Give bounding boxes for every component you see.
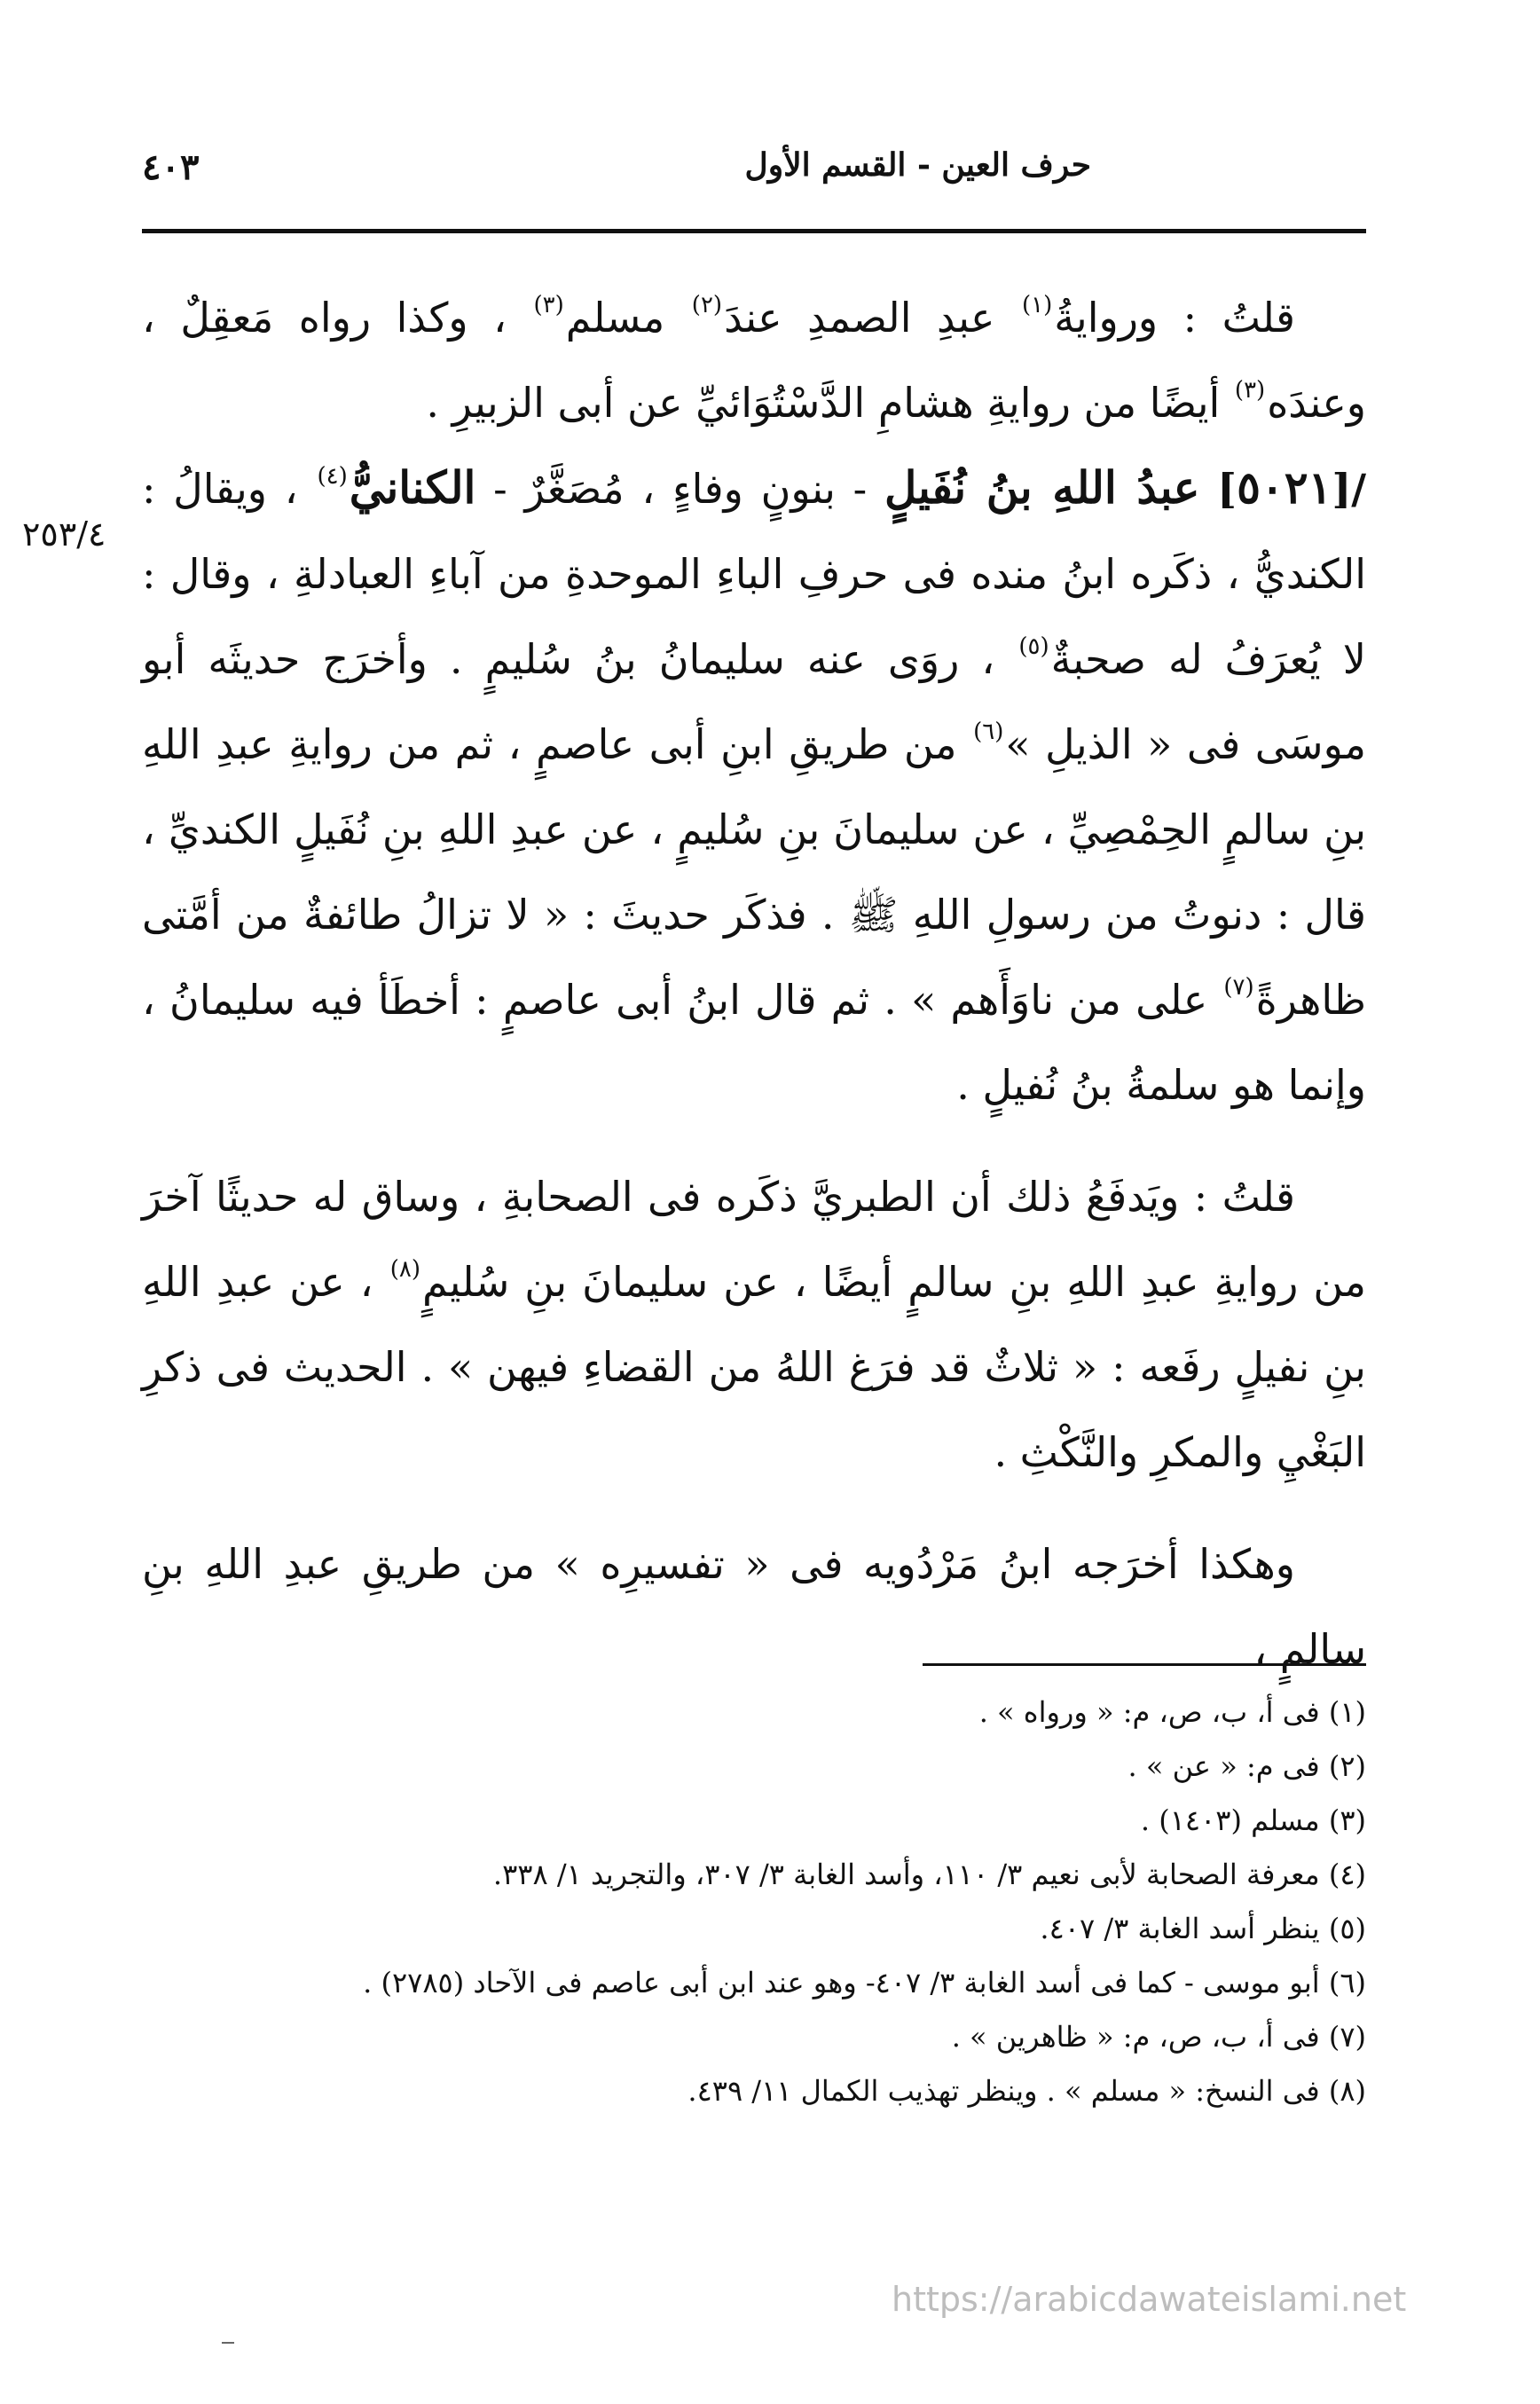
footnote-3: (٣) مسلم (١٤٠٣) .: [1140, 1803, 1366, 1837]
paragraph-spacer: [142, 1495, 1366, 1521]
footnote-marker: (٢): [691, 292, 723, 318]
paragraph-3: [142, 1154, 1366, 1495]
footnote-marker: (١): [1021, 292, 1053, 318]
footnote-marker: (٣): [533, 292, 564, 318]
footnote-5: (٥) ينظر أسد الغابة ٣/ ٤٠٧.: [1040, 1912, 1366, 1945]
paragraph-spacer: [142, 1127, 1366, 1154]
footnote-rule: [923, 1663, 1366, 1666]
paragraph-entry-5021: [142, 445, 1366, 1127]
footnote-marker: (٨): [389, 1256, 420, 1283]
paragraph-1-text: عبدِ الصمدِ عندَ: [724, 294, 995, 342]
entry-text: ، روَى عنه سليمانُ بنُ سُليمٍ . وأخرَج حديثَه أبو موسَى فى « الذيلِ »: [142, 635, 1367, 768]
footnote-7: (٧) فى أ، ب، ص، م: « ظاهرين » .: [951, 2020, 1366, 2054]
footnote-marker: (٦): [973, 719, 1004, 745]
entry-open-mark: /[: [1332, 465, 1367, 513]
footnote-marker: (٧): [1223, 974, 1254, 1001]
footnote-2: (٢) فى م: « عن » .: [1128, 1749, 1366, 1783]
entry-text: - بنونٍ وفاءٍ ، مُصَغَّرٌ -: [493, 465, 868, 513]
margin-volume-reference: ٢٥٣/٤: [22, 515, 106, 554]
paragraph-3-text: قلتُ : ويَدفَعُ ذلك أن الطبريَّ ذكَره فى الصحابةِ ، وساق له حديثًا آخرَ من روايةِ عبدِ اللهِ بنِ سالمٍ أيضًا ، عن سليمانَ بنِ سُليمٍ: [142, 1173, 1366, 1306]
footnote-4: (٤) معرفة الصحابة لأبى نعيم ٣/ ١١٠، وأسد الغابة ٣/ ٣٠٧، والتجريد ١/ ٣٣٨.: [492, 1858, 1366, 1891]
header-rule: [142, 229, 1366, 233]
paragraph-1-text: أيضًا من روايةِ هشامِ الدَّسْتُوَائيِّ عن أبى الزبيرِ .: [426, 379, 1221, 427]
footnote-1: (١) فى أ، ب، ص، م: « ورواه » .: [978, 1695, 1366, 1729]
paragraph-1-text: مسلم: [565, 294, 665, 342]
running-header: [142, 146, 1375, 208]
footnote-marker: (٥): [1018, 633, 1049, 660]
paragraph-4: [142, 1521, 1366, 1692]
watermark-url: https://arabicdawateislami.net: [892, 2280, 1407, 2319]
header-title: حرف العين - القسم الأول: [744, 146, 1091, 184]
footnote-6: (٦) أبو موسى - كما فى أسد الغابة ٣/ ٤٠٧- وهو عند ابن أبى عاصم فى الآحاد (٢٧٨٥) .: [363, 1966, 1366, 1999]
entry-number: ٥٠٢١: [1237, 461, 1332, 514]
main-text: [142, 275, 1366, 1692]
footnote-marker: (٤): [317, 463, 348, 490]
paragraph-1-text: ، وكذا رواه مَعقِلٌ ، وعندَه: [142, 294, 1366, 427]
page-number: ٤٠٣: [142, 146, 200, 188]
entry-nisba: الكنانيُّ: [349, 461, 476, 514]
entry-name: عبدُ اللهِ بنُ نُفَيلٍ: [884, 461, 1200, 514]
entry-text: على من ناوَأَهم » . ثم قال ابنُ أبى عاصمٍ : أخطَأ فيه سليمانُ ، وإنما هو سلمةُ بنُ نُفيلٍ .: [142, 976, 1366, 1109]
footnotes: [142, 1685, 1366, 2118]
paragraph-1-text: قلتُ : وروايةُ: [1054, 294, 1296, 342]
entry-text: من طريقِ ابنِ أبى عاصمٍ ، ثم من روايةِ عبدِ اللهِ بنِ سالمٍ الحِمْصِيِّ ، عن سليمانَ بنِ سُليمٍ ، عن عبدِ اللهِ بنِ نُفَيلٍ الكنديِّ ، قال : دنوتُ من رسولِ اللهِ ﷺ . فذكَر حديثَ : « لا تزالُ طائفةٌ من أمَّتى ظاهرةً: [142, 720, 1366, 1024]
scan-mark: [222, 2342, 234, 2344]
entry-text: ، ويقالُ : الكنديُّ ، ذكَره ابنُ منده فى حرفِ الباءِ الموحدةِ من آباءِ العبادلةِ ، وقال : لا يُعرَفُ له صحبةٌ: [142, 465, 1367, 683]
entry-close-mark: ]: [1217, 465, 1238, 513]
footnote-marker: (٣): [1234, 377, 1266, 404]
footnote-8: (٨) فى النسخ: « مسلم » . وينظر تهذيب الكمال ١١/ ٤٣٩.: [688, 2074, 1366, 2108]
paragraph-1: [142, 275, 1366, 445]
paragraph-3-text: ، عن عبدِ اللهِ بنِ نفيلٍ رفَعه : « ثلاثٌ قد فرَغ اللهُ من القضاءِ فيهن » . الحديث فى ذكرِ البَغْيِ والمكرِ والنَّكْثِ .: [142, 1258, 1366, 1476]
paragraph-4-text: وهكذا أخرَجه ابنُ مَرْدُويه فى « تفسيرِه » من طريقِ عبدِ اللهِ بنِ سالمٍ ،: [142, 1540, 1366, 1673]
